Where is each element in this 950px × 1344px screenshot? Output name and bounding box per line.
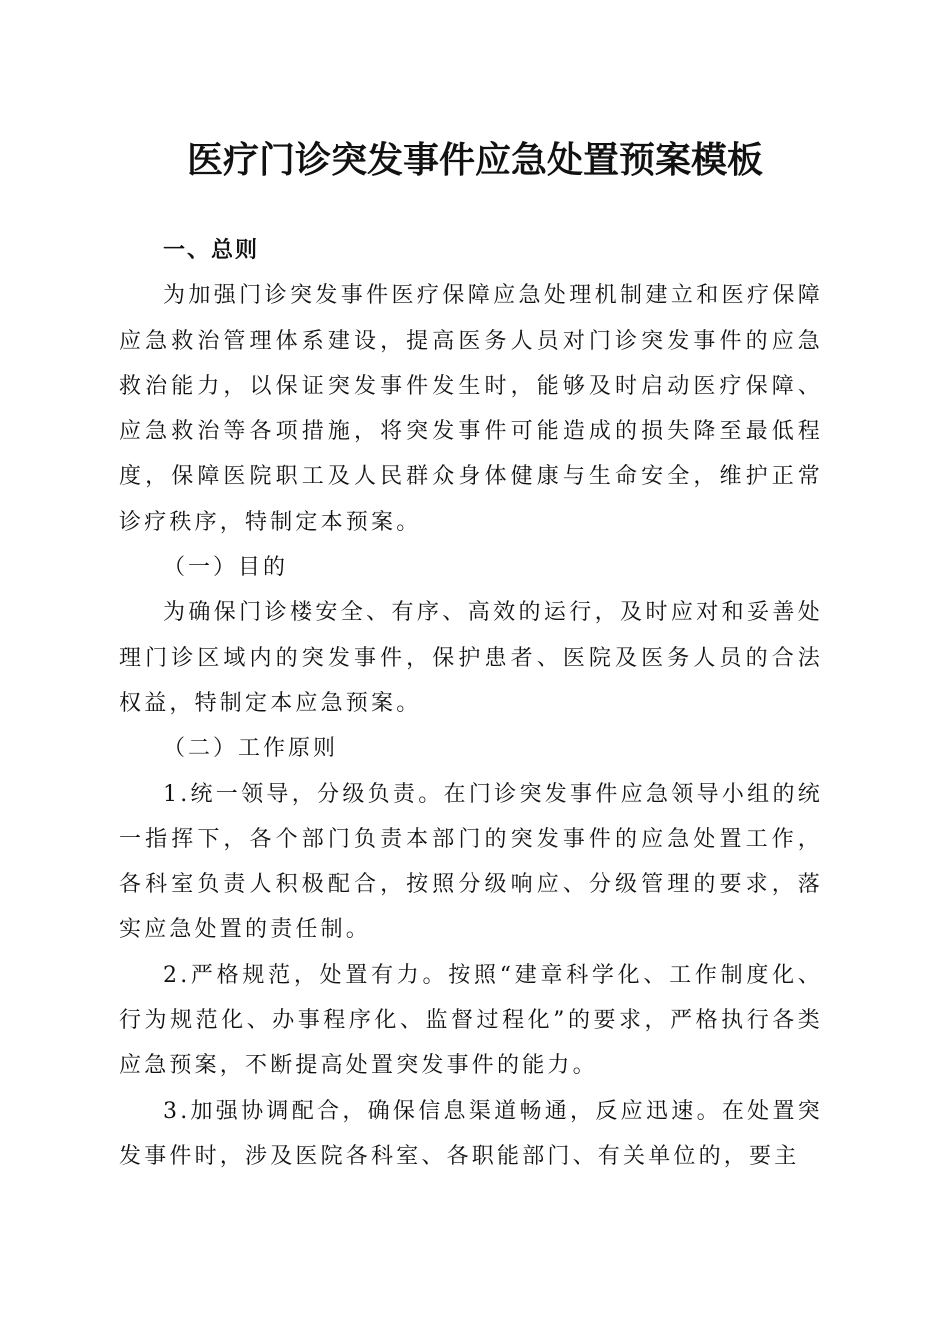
section-heading-purpose: （一）目的 <box>163 555 289 581</box>
paragraph-general: 为加强门诊突发事件医疗保障应急处理机制建立和医疗保障应急救治管理体系建设，提高医务人员对门诊突发事件的应急救治能力，以保证突发事件发生时，能够及时启动医疗保障、应急救治等各项措施，将突发事件可能造成的损失降至最低程度，保障医院职工及人民群众身体健康与生命安全，维护正常诊疗秩序，特制定本预案。 <box>119 283 823 535</box>
document-title: 医疗门诊突发事件应急处置预案模板 <box>186 139 763 181</box>
document-body <box>119 228 823 1179</box>
section-heading-general: 一、总则 <box>163 237 260 263</box>
paragraph-purpose: 为确保门诊楼安全、有序、高效的运行，及时应对和妥善处理门诊区域内的突发事件，保护患者、医院及医务人员的合法权益，特制定本应急预案。 <box>119 600 823 716</box>
paragraph-principle-3: 3.加强协调配合，确保信息渠道畅通，反应迅速。在处置突发事件时，涉及医院各科室、各职能部门、有关单位的，要主 <box>119 1098 823 1169</box>
paragraph-principle-2: 2.严格规范，处置有力。按照“建章科学化、工作制度化、行为规范化、办事程序化、监督过程化”的要求，严格执行各类应急预案，不断提高处置突发事件的能力。 <box>119 962 823 1079</box>
section-heading-principles: （二）工作原则 <box>163 736 339 762</box>
paragraph-principle-1: 1.统一领导，分级负责。在门诊突发事件应急领导小组的统一指挥下，各个部门负责本部门的突发事件的应急处置工作，各科室负责人积极配合，按照分级响应、分级管理的要求，落实应急处置的责任制。 <box>119 781 823 943</box>
